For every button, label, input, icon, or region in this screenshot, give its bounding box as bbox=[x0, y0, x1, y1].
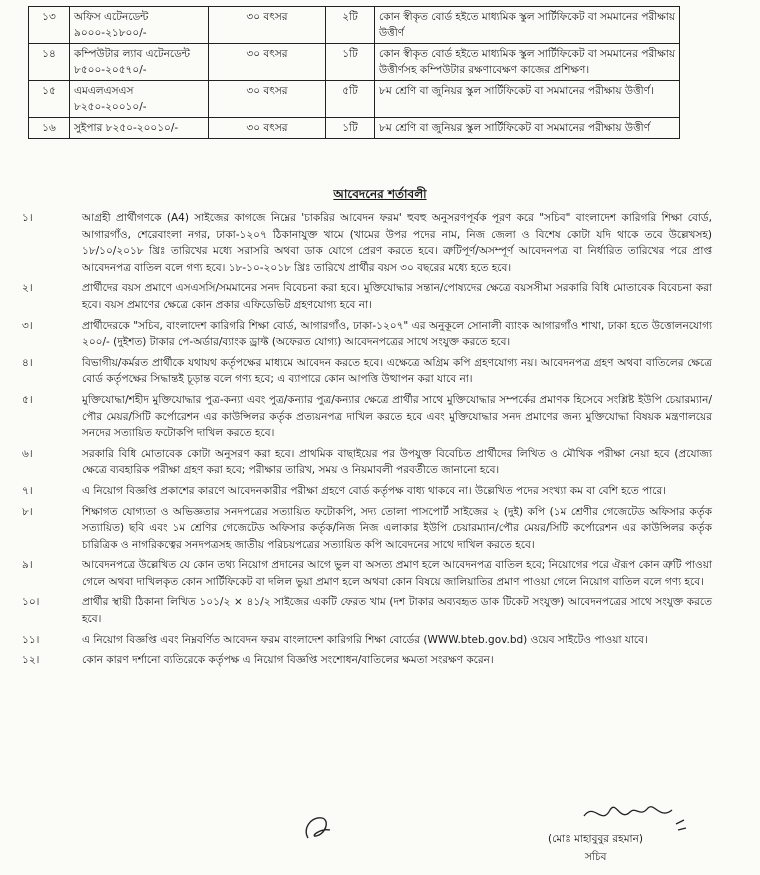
age-limit-cell: ৩০ বৎসর bbox=[209, 118, 326, 139]
condition-text: প্রার্থীর স্থায়ী ঠিকানা লিখিত ১০১/২ × ৪১/২ সাইজের একটি ফেরত খাম (দশ টাকার অব্যবহৃত ডাক টিকেট সংযুক্ত) আবেদনপত্রের সাথে সংযুক্ত করতে হবে। bbox=[82, 596, 712, 626]
vacancy-count-cell: ২টি bbox=[326, 7, 375, 44]
condition-number: ৬। bbox=[22, 447, 33, 460]
age-limit-cell: ৩০ বৎসর bbox=[209, 44, 326, 81]
post-cell: সুইপার ৮২৫০-২০০১০/- bbox=[70, 118, 209, 139]
condition-item bbox=[22, 483, 712, 500]
qualification-cell: কোন স্বীকৃত বোর্ড হইতে মাধ্যমিক স্কুল সার্টিফিকেট বা সমমানের পরীক্ষায় উত্তীর্ণসহ কম্পিউটার রক্ষণাবেক্ষণ কাজের প্রশিক্ষণ। bbox=[375, 44, 680, 81]
condition-text: মুক্তিযোদ্ধা/শহীদ মুক্তিযোদ্ধার পুত্র-কন্যা এবং পুত্র/কন্যার পুত্র/কন্যার ক্ষেত্রে প্রার্থীর সাথে মুক্তিযোদ্ধার সম্পর্কের প্রমাণক হিসেবে সংশ্লিষ্ট ইউপি চেয়ারম্যান/পৌর মেয়র/সিটি কর্পোরেশন এর কাউন্সিলর কর্তৃক প্রত্যয়নপত্র দাখিল করতে হবে এবং মুক্তিযোদ্ধার সনদ প্রমাণের জন্য মুক্তিযোদ্ধা বিষয়ক মন্ত্রণালয়ের সনদের সত্যায়িত ফটোকপি দাখিল করতে হবে। bbox=[82, 393, 712, 440]
condition-number: ৫। bbox=[22, 393, 33, 406]
condition-text: আগ্রহী প্রার্থীগণকে (A4) সাইজের কাগজে নিম্নের 'চাকরির আবেদন ফরম' হুবহু অনুসরণপূর্বক পূরণ করে "সচিব" বাংলাদেশ কারিগরি শিক্ষা বোর্ড, আগারগাঁও, শেরেবাংলা নগর, ঢাকা-১২০৭ ঠিকানাযুক্ত খামে (খামের উপর পদের নাম, নিজ জেলা ও বিশেষ কোটা যদি থাকে তবে উল্লেখসহ) ১৮/১০/২০১৮ খ্রিঃ তারিখের মধ্যে সরাসরি অথবা ডাক যোগে প্রেরণ করতে হবে। ত্রুটিপূর্ণ/অসম্পূর্ণ আবেদনপত্র বা নির্ধারিত তারিখের পরে প্রাপ্ত আবেদনপত্র বাতিল বলে গণ্য হবে। ১৮-১০-২০১৮ খ্রিঃ তারিখে প্রার্থীর বয়স ৩০ বছরের মধ্যে হতে হবে। bbox=[82, 212, 712, 274]
qualification-cell: ৮ম শ্রেণি বা জুনিয়র স্কুল সার্টিফিকেট বা সমমানের পরীক্ষায় উত্তীর্ণ। bbox=[375, 81, 680, 118]
condition-text: শিক্ষাগত যোগ্যতা ও অভিজ্ঞতার সনদপত্রের সত্যায়িত ফটোকপি, সদ্য তোলা পাসপোর্ট সাইজের ২ (দুই) কপি (১ম শ্রেণীর গেজেটেড অফিসার কর্তৃক সত্যায়িত) ছবি এবং ১ম শ্রেণির গেজেটেড অফিসার কর্তৃক/নিজ নিজ এলাকার ইউপি চেয়ারম্যান/পৌর মেয়র/সিটি কর্পোরেশন এর কাউন্সিলর কর্তৃক চারিত্রিক ও নাগরিকত্বের সনদপত্রসহ জাতীয় পরিচয়পত্রের সত্যায়িত কপি আবেদনের সাথে দাখিল করতে হবে। bbox=[82, 505, 712, 551]
qualification-cell: ৮ম শ্রেণি বা জুনিয়র স্কুল সার্টিফিকেট বা সমমানের পরীক্ষায় উত্তীর্ণ bbox=[375, 118, 680, 139]
condition-item bbox=[22, 594, 712, 627]
vacancy-count-cell: ১টি bbox=[326, 44, 375, 81]
post-cell: অফিস এটেনডেন্ট ৯০০০-২১৮০০/- bbox=[70, 7, 209, 44]
condition-number: ৪। bbox=[22, 356, 33, 369]
age-limit-cell: ৩০ বৎসর bbox=[209, 7, 326, 44]
condition-item bbox=[22, 355, 712, 388]
condition-text: প্রার্থীদেরকে "সচিব, বাংলাদেশ কারিগরি শিক্ষা বোর্ড, আগারগাঁও, ঢাকা-১২০৭" এর অনুকূলে সোনালী ব্যাংক আগারগাঁও শাখা, ঢাকা হতে উত্তোলনযোগ্য ২০০/- (দুইশত) টাকার পে-অর্ডার/ব্যাংক ড্রাফ্ট (অফেরত যোগ্য) আবেদনপত্রের সাথে সংযুক্ত করতে হবে। bbox=[82, 319, 712, 349]
post-cell: কম্পিউটার ল্যাব এটেনডেন্ট ৮৫০০-২০৫৭০/- bbox=[70, 44, 209, 81]
condition-number: ৩। bbox=[22, 319, 33, 332]
table-row bbox=[29, 81, 680, 118]
condition-text: কোন কারণ দর্শানো ব্যতিরেকে কর্তৃপক্ষ এ নিয়োগ বিজ্ঞপ্তি সংশোধন/বাতিলের ক্ষমতা সংরক্ষণ করেন। bbox=[82, 654, 494, 667]
condition-item bbox=[22, 632, 712, 649]
posts-table bbox=[28, 6, 680, 139]
conditions-heading: আবেদনের শর্তাবলী bbox=[333, 187, 427, 201]
post-cell: এমএলএসএস ৮২৫০-২০০১০/- bbox=[70, 81, 209, 118]
serial-cell: ১৬ bbox=[29, 118, 70, 139]
condition-item bbox=[22, 652, 712, 669]
serial-cell: ১৪ bbox=[29, 44, 70, 81]
serial-cell: ১৩ bbox=[29, 7, 70, 44]
condition-item bbox=[22, 318, 712, 351]
condition-number: ৭। bbox=[22, 484, 33, 497]
condition-number: ২। bbox=[22, 282, 33, 295]
conditions-list bbox=[22, 210, 712, 673]
condition-item bbox=[22, 280, 712, 313]
condition-number: ৯। bbox=[22, 559, 33, 572]
condition-item bbox=[22, 557, 712, 590]
vacancy-count-cell: ১টি bbox=[326, 118, 375, 139]
condition-item bbox=[22, 210, 712, 276]
condition-number: ১। bbox=[22, 212, 33, 224]
condition-text: সরকারি বিধি মোতাবেক কোটা অনুসরণ করা হবে। প্রাথমিক বাছাইয়ের পর উপযুক্ত বিবেচিত প্রার্থীদের লিখিত ও মৌখিক পরীক্ষা নেয়া হবে (প্রযোজ্য ক্ষেত্রে ব্যবহারিক পরীক্ষা গ্রহণ করা হবে; পরীক্ষার তারিখ, সময় ও নিয়মাবলী পরবর্তীতে জানানো হবে। bbox=[82, 447, 712, 477]
condition-text: প্রার্থীদের বয়স প্রমাণে এসএসসি/সমমানের সনদ বিবেচনা করা হবে। মুক্তিযোদ্ধার সন্তান/পোষ্যদের ক্ষেত্রে বয়সসীমা সরকারি বিধি মোতাবেক বিবেচনা করা হবে। বয়স প্রমাণের ক্ষেত্রে কোন প্রকার এফিডেভিট গ্রহণযোগ্য হবে না। bbox=[82, 282, 712, 311]
condition-item bbox=[22, 504, 712, 554]
condition-text: এ নিয়োগ বিজ্ঞপ্তি এবং নিম্নবর্ণিত আবেদন ফরম বাংলাদেশ কারিগরি শিক্ষা বোর্ডের (WWW.bteb.gov.bd) ওয়েব সাইটেও পাওয়া যাবে। bbox=[82, 633, 648, 646]
signatory-title: সচিব bbox=[585, 851, 607, 863]
condition-number: ১২। bbox=[22, 654, 40, 667]
secretary-signature bbox=[580, 796, 690, 834]
table-row bbox=[29, 118, 680, 139]
qualification-cell: কোন স্বীকৃত বোর্ড হইতে মাধ্যমিক স্কুল সার্টিফিকেট বা সমমানের পরীক্ষায় উত্তীর্ণ bbox=[375, 7, 680, 44]
age-limit-cell: ৩০ বৎসর bbox=[209, 81, 326, 118]
table-row bbox=[29, 44, 680, 81]
condition-text: এ নিয়োগ বিজ্ঞপ্তি প্রকাশের কারণে আবেদনকারীর পরীক্ষা গ্রহণে বোর্ড কর্তৃপক্ষ বাধ্য থাকবে না। উল্লেখিত পদের সংখ্যা কম বা বেশি হতে পারে। bbox=[82, 484, 667, 497]
signatory-name: (মোঃ মাহাবুবুর রহমান) bbox=[548, 833, 643, 845]
condition-text: বিভাগীয়/কর্মরত প্রার্থীকে যথাযথ কর্তৃপক্ষের মাধ্যমে আবেদন করতে হবে। এক্ষেত্রে অগ্রিম কপি গ্রহণযোগ্য নয়। আবেদনপত্র গ্রহণ অথবা বাতিলের ক্ষেত্রে বোর্ড কর্তৃপক্ষের সিদ্ধান্তই চূড়ান্ত বলে গণ্য হবে; এ ব্যাপারে কোন আপত্তি উত্থাপন করা যাবে না। bbox=[82, 356, 712, 386]
condition-number: ১০। bbox=[22, 596, 40, 609]
condition-number: ৮। bbox=[22, 505, 33, 518]
initial-signature bbox=[300, 808, 340, 844]
condition-number: ১১। bbox=[22, 633, 40, 646]
table-row bbox=[29, 7, 680, 44]
serial-cell: ১৫ bbox=[29, 81, 70, 118]
vacancy-count-cell: ৫টি bbox=[326, 81, 375, 118]
condition-text: আবেদনপত্রে উল্লেখিত যে কোন তথ্য নিয়োগ প্রদানের আগে ভুল বা অসত্য প্রমাণ হলে আবেদনপত্র বাতিল হবে; নিয়োগের পরে ঐরূপ কোন ত্রুটি পাওয়া গেলে অথবা দাখিলকৃত কোন সার্টিফিকেট বা দলিল ভুয়া প্রমাণ হলে অথবা কোন বিষয়ে জালিয়াতির প্রমাণ পাওয়া গেলে নিয়োগ বাতিল বলে গণ্য হবে। bbox=[82, 559, 712, 588]
condition-item bbox=[22, 392, 712, 442]
condition-item bbox=[22, 446, 712, 479]
